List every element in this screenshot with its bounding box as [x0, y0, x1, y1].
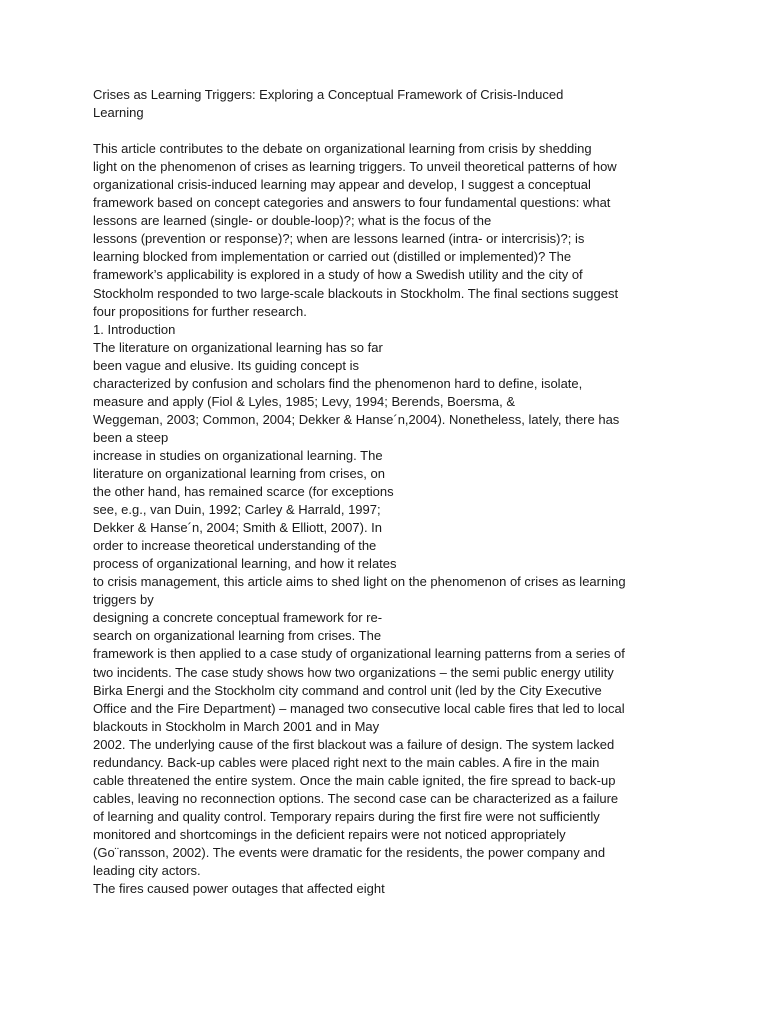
text-line: monitored and shortcomings in the deficient repairs were not noticed appropriately [93, 826, 566, 842]
text-line: been a steep [93, 429, 169, 445]
text-line: triggers by [93, 592, 154, 608]
text-line: Learning [93, 105, 144, 121]
text-line: process of organizational learning, and how it relates [93, 556, 397, 572]
text-line: This article contributes to the debate on organizational learning from crisis by shedding [93, 141, 592, 157]
text-line: light on the phenomenon of crises as learning triggers. To unveil theoretical patterns of how [93, 159, 617, 175]
section-heading: 1. Introduction [93, 321, 176, 337]
title-spacing [93, 122, 733, 140]
text-line: order to increase theoretical understanding of the [93, 538, 377, 554]
text-line: designing a concrete conceptual framework for re- [93, 610, 383, 626]
text-line: blackouts in Stockholm in March 2001 and in May [93, 718, 380, 734]
text-line: two incidents. The case study shows how two organizations – the semi public energy utility [93, 664, 614, 680]
text-line: of learning and quality control. Temporary repairs during the first fire were not sufficiently [93, 808, 600, 824]
text-line: the other hand, has remained scarce (for exceptions [93, 484, 394, 500]
text-line: four propositions for further research. [93, 303, 307, 319]
text-line: organizational crisis-induced learning may appear and develop, I suggest a conceptual [93, 177, 591, 193]
text-line: increase in studies on organizational learning. The [93, 447, 383, 463]
text-line: 2002. The underlying cause of the first blackout was a failure of design. The system lacked [93, 736, 615, 752]
text-line: Crises as Learning Triggers: Exploring a Conceptual Framework of Crisis-Induced [93, 87, 564, 102]
text-line: lessons (prevention or response)?; when are lessons learned (intra- or intercrisis)?; is [93, 231, 585, 247]
text-line: Birka Energi and the Stockholm city command and control unit (led by the City Executive [93, 682, 602, 698]
text-line: redundancy. Back-up cables were placed right next to the main cables. A fire in the main [93, 754, 600, 770]
text-line: characterized by confusion and scholars find the phenomenon hard to define, isolate, [93, 375, 583, 391]
text-line: cables, leaving no reconnection options. The second case can be characterized as a failure [93, 790, 619, 806]
text-line: to crisis management, this article aims to shed light on the phenomenon of crises as learning [93, 574, 626, 590]
text-line: Dekker & Hanse´n, 2004; Smith & Elliott, 2007). In [93, 520, 383, 536]
text-line: framework is then applied to a case study of organizational learning patterns from a series of [93, 646, 625, 662]
text-line: leading city actors. [93, 863, 201, 879]
text-line: literature on organizational learning from crises, on [93, 465, 385, 481]
text-line: learning blocked from implementation or carried out (distilled or implemented)? The [93, 249, 572, 265]
text-line: Weggeman, 2003; Common, 2004; Dekker & Hanse´n,2004). Nonetheless, lately, there has [93, 411, 620, 427]
text-line: been vague and elusive. Its guiding concept is [93, 357, 359, 373]
introduction-body [93, 339, 733, 898]
text-line: The fires caused power outages that affected eight [93, 881, 385, 897]
text-line: (Go¨ransson, 2002). The events were dramatic for the residents, the power company and [93, 844, 606, 860]
text-line: cable threatened the entire system. Once the main cable ignited, the fire spread to back-up [93, 772, 616, 788]
text-line: see, e.g., van Duin, 1992; Carley & Harrald, 1997; [93, 502, 381, 518]
text-line: The literature on organizational learning has so far [93, 339, 383, 355]
text-line: Stockholm responded to two large-scale blackouts in Stockholm. The final sections suggest [93, 285, 619, 301]
text-line: search on organizational learning from crises. The [93, 628, 382, 644]
text-line: Office and the Fire Department) – managed two consecutive local cable fires that led to local [93, 700, 625, 716]
document-text [93, 86, 733, 898]
abstract [93, 140, 733, 320]
text-line: lessons are learned (single- or double-loop)?; what is the focus of the [93, 213, 492, 229]
text-line: framework’s applicability is explored in a study of how a Swedish utility and the city of [93, 267, 583, 283]
document-title [93, 86, 733, 122]
text-line: measure and apply (Fiol & Lyles, 1985; Levy, 1994; Berends, Boersma, & [93, 393, 516, 409]
text-line: framework based on concept categories and answers to four fundamental questions: what [93, 195, 611, 211]
